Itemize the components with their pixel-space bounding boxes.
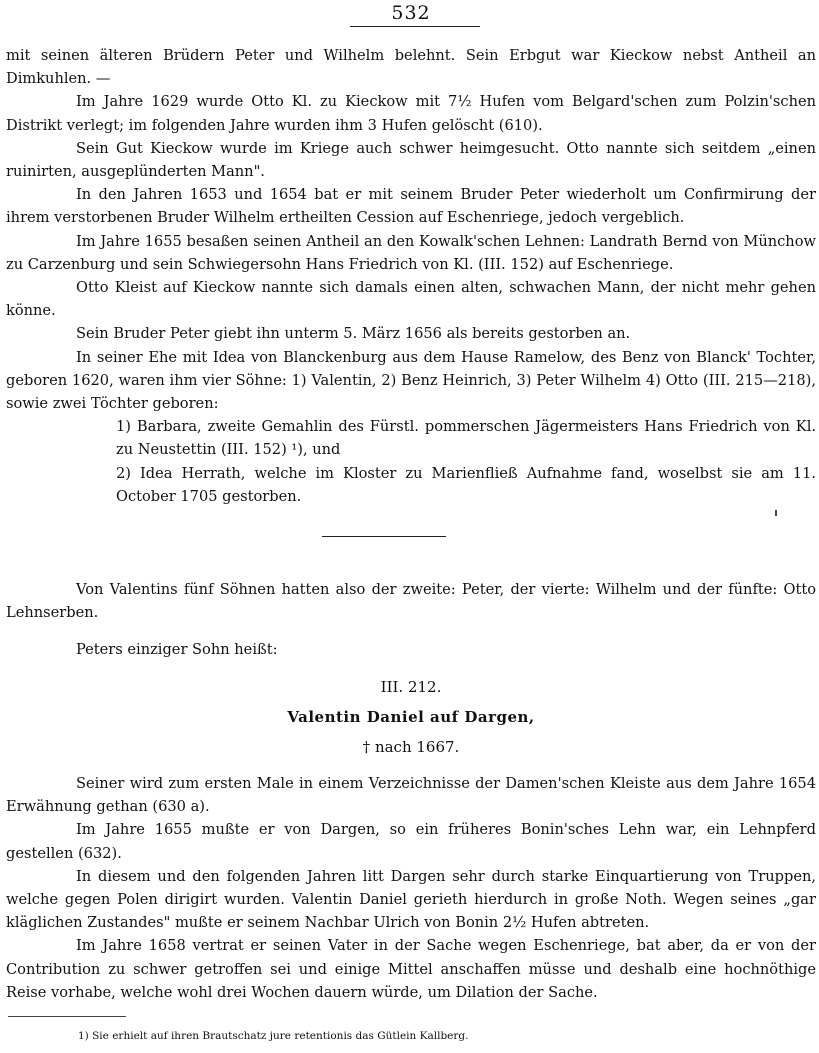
paragraph: Peters einziger Sohn heißt: — [76, 641, 278, 659]
paragraph: Sein Bruder Peter giebt ihn unterm 5. März 1656 als bereits gestorben an. — [76, 325, 631, 343]
list-item: 2) Idea Herrath, welche im Kloster zu Marienfließ Aufnahme fand, woselbst sie am 11. October 1705 gestorben. — [116, 464, 816, 505]
paragraph: Im Jahre 1655 mußte er von Dargen, so ein früheres Bonin'sches Lehn war, ein Lehnpferd gestellen (632). — [6, 821, 816, 862]
section-death-date: † nach 1667. — [362, 738, 460, 756]
section-number: III. 212. — [380, 678, 442, 696]
page-number-rule — [350, 26, 480, 27]
footnote: 1) Sie erhielt auf ihren Brautschatz jure retentionis das Gütlein Kallberg. — [78, 1030, 469, 1042]
paragraph: In den Jahren 1653 und 1654 bat er mit seinem Bruder Peter wiederholt um Confirmirung der ihrem verstorbenen Bruder Wilhelm ertheilten Cession auf Eschenriege, jedoch vergeblich. — [6, 186, 816, 227]
section-divider — [322, 536, 446, 537]
paragraph: Sein Gut Kieckow wurde im Kriege auch schwer heimgesucht. Otto nannte sich seitdem „einen ruinirten, ausgeplünderten Mann". — [6, 139, 816, 181]
list-item: 1) Barbara, zweite Gemahlin des Fürstl. pommerschen Jägermeisters Hans Friedrich von Kl. zu Neustettin (III. 152) ¹), und — [116, 418, 816, 459]
section-title: Valentin Daniel auf Dargen, — [287, 708, 535, 726]
paragraph: Im Jahre 1629 wurde Otto Kl. zu Kieckow mit 7½ Hufen vom Belgard'schen zum Polzin'schen Distrikt verlegt; im folgenden Jahre wurden ihm 3 Hufen gelöscht (610). — [6, 93, 816, 134]
text-block-sons — [6, 578, 816, 662]
text-block-valentin-daniel — [6, 772, 816, 1004]
footnote-rule — [8, 1016, 126, 1017]
paragraph: In diesem und den folgenden Jahren litt Dargen sehr durch starke Einquartierung von Truppen, welche gegen Polen dirigirt wurden. Valentin Daniel gerieth hierdurch in große Noth. Wegen seines „gar kläglichen Zustandes" mußte er seinem Nachbar Ulrich von Bonin 2½ Hufen abtreten. — [6, 867, 816, 932]
paragraph: In seiner Ehe mit Idea von Blanckenburg aus dem Hause Ramelow, des Benz von Blanck' Tochter, geboren 1620, waren ihm vier Söhne: 1) Valentin, 2) Benz Heinrich, 3) Peter Wilhelm 4) Otto (III. 215—218), sowie zwei Töchter geboren: — [6, 348, 816, 413]
paragraph: Seiner wird zum ersten Male in einem Verzeichnisse der Damen'schen Kleiste aus dem Jahre 1654 Erwähnung gethan (630 a). — [6, 775, 816, 816]
stray-mark — [775, 510, 777, 516]
paragraph: mit seinen älteren Brüdern Peter und Wilhelm belehnt. Sein Erbgut war Kieckow nebst Antheil an Dimkuhlen. — — [6, 47, 816, 88]
paragraph: Im Jahre 1658 vertrat er seinen Vater in der Sache wegen Eschenriege, bat aber, da er von der Contribution zu schwer getroffen sei und einige Mittel anschaffen müsse und deshalb eine hochnöthige Reise vorhabe, welche wohl drei Wochen dauern würde, um Dilation der Sache. — [6, 937, 816, 1001]
paragraph: Von Valentins fünf Söhnen hatten also der zweite: Peter, der vierte: Wilhelm und der fünfte: Otto Lehnserben. — [6, 581, 816, 622]
paragraph: Otto Kleist auf Kieckow nannte sich damals einen alten, schwachen Mann, der nicht mehr gehen könne. — [6, 279, 816, 320]
page-number: 532 — [391, 2, 431, 24]
document-page — [6, 0, 816, 1053]
text-block-otto — [6, 44, 816, 508]
paragraph: Im Jahre 1655 besaßen seinen Antheil an den Kowalk'schen Lehnen: Landrath Bernd von Münchow zu Carzenburg und sein Schwiegersohn Hans Friedrich von Kl. (III. 152) auf Eschenriege. — [6, 232, 816, 273]
